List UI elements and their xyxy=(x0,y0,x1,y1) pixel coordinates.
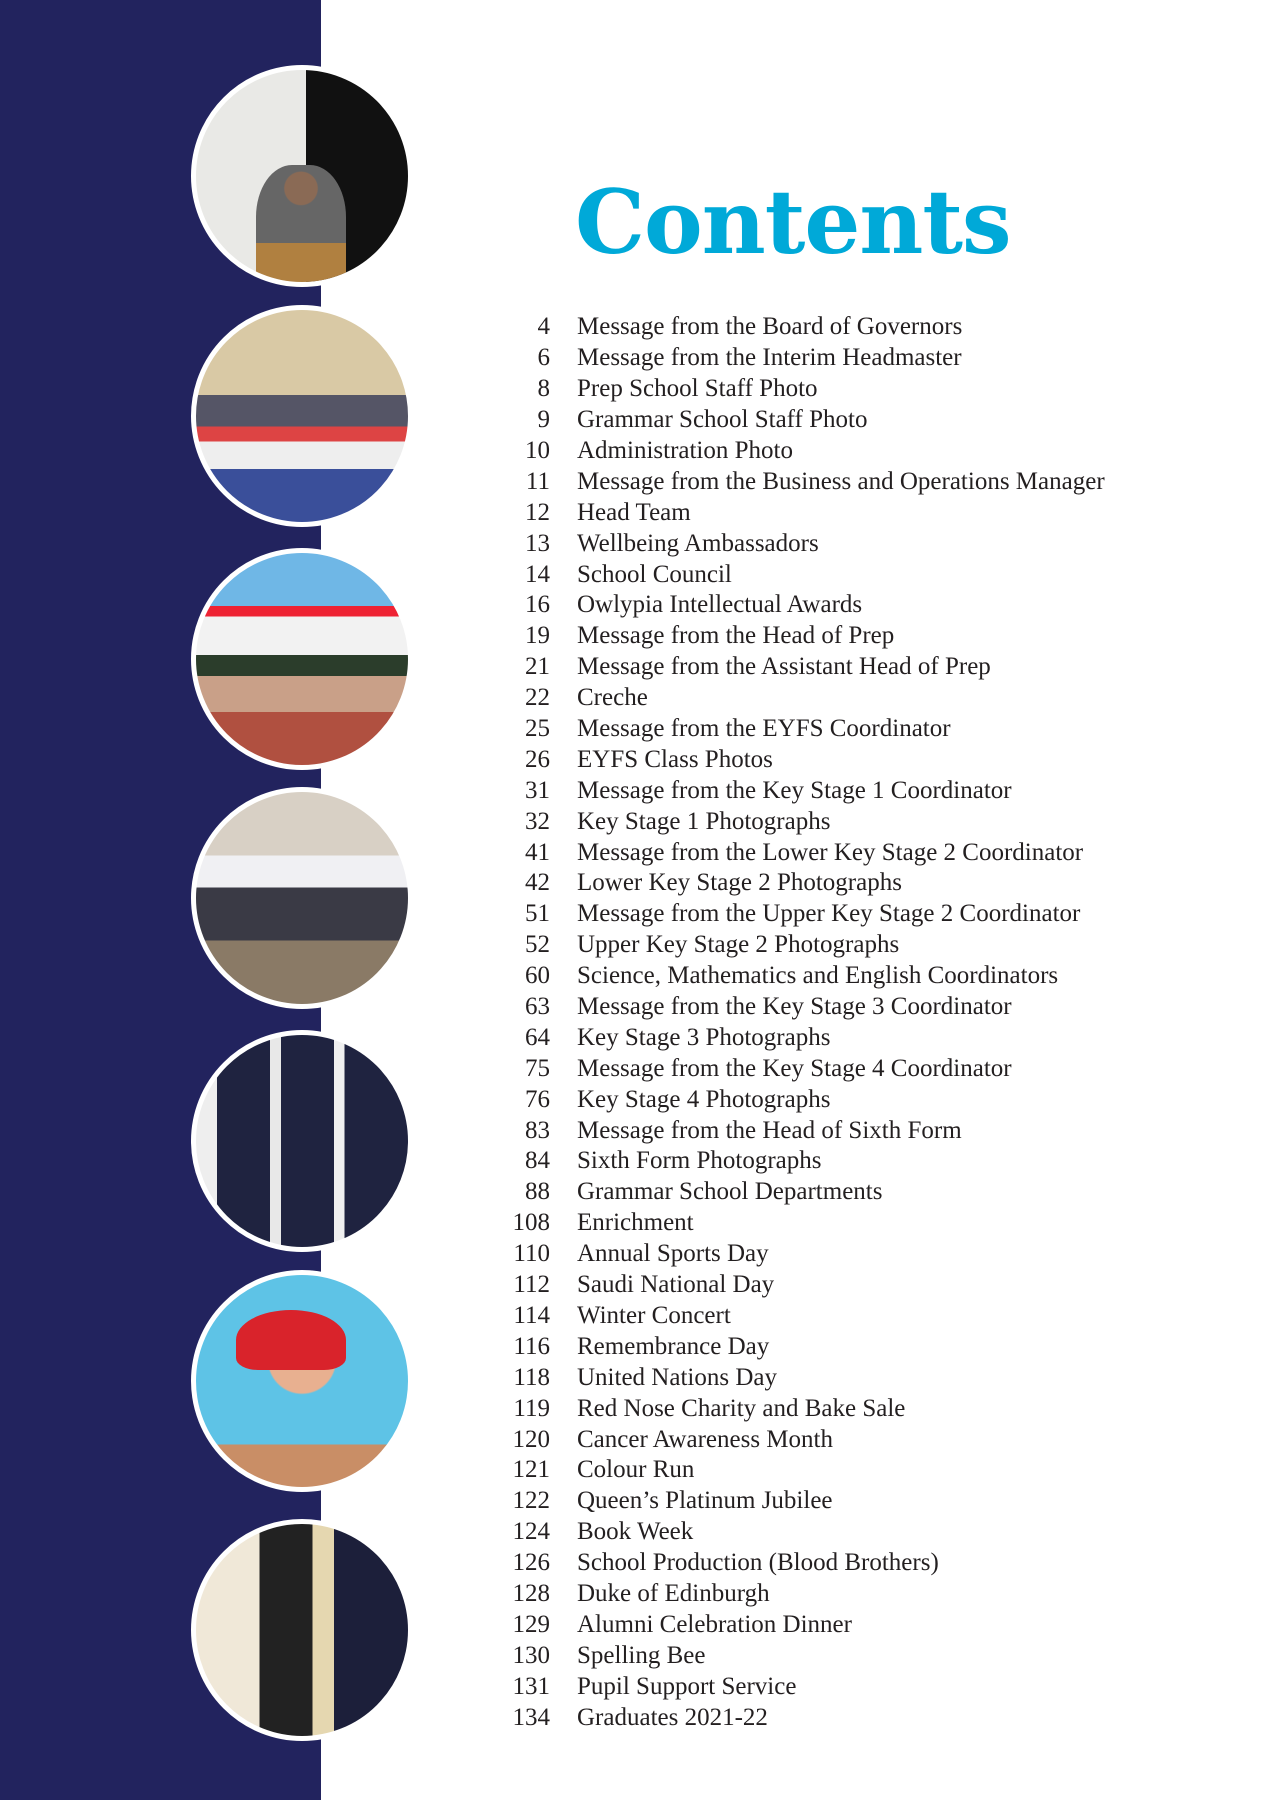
toc-entry-label: Message from the Upper Key Stage 2 Coordinator xyxy=(577,900,1081,928)
toc-entry[interactable] xyxy=(500,1239,1105,1270)
toc-entry-label: Grammar School Departments xyxy=(577,1178,883,1206)
photo-classroom-raised-hands xyxy=(191,787,413,1009)
toc-entry[interactable] xyxy=(500,961,1105,992)
toc-entry[interactable] xyxy=(500,837,1105,868)
toc-entry-label: Science, Mathematics and English Coordinators xyxy=(577,962,1059,990)
toc-page-number: 75 xyxy=(525,1054,550,1082)
toc-entry[interactable] xyxy=(500,930,1105,961)
toc-entry-label: Message from the Board of Governors xyxy=(577,313,963,341)
toc-entry[interactable] xyxy=(500,1702,1105,1733)
toc-entry-label: Message from the Interim Headmaster xyxy=(577,344,962,372)
photo-students-at-computers xyxy=(191,1519,413,1741)
toc-page-number: 112 xyxy=(513,1271,550,1299)
toc-entry[interactable] xyxy=(500,868,1105,899)
toc-entry[interactable] xyxy=(500,436,1105,467)
toc-entry[interactable] xyxy=(500,374,1105,405)
toc-page-number: 119 xyxy=(513,1394,550,1422)
toc-page-number: 32 xyxy=(525,807,550,835)
toc-entry[interactable] xyxy=(500,1177,1105,1208)
toc-entry-label: Message from the Head of Prep xyxy=(577,622,895,650)
photo-swimmer xyxy=(191,1270,413,1492)
toc-page-number: 42 xyxy=(525,869,550,897)
toc-entry[interactable] xyxy=(500,1609,1105,1640)
toc-entry[interactable] xyxy=(500,621,1105,652)
toc-entry[interactable] xyxy=(500,775,1105,806)
toc-entry[interactable] xyxy=(500,1640,1105,1671)
toc-page-number: 118 xyxy=(513,1363,550,1391)
toc-entry-label: Message from the Lower Key Stage 2 Coordinator xyxy=(577,838,1084,866)
toc-entry-label: Prep School Staff Photo xyxy=(577,375,818,403)
toc-entry-label: Enrichment xyxy=(577,1209,694,1237)
toc-entry-label: Colour Run xyxy=(577,1456,695,1484)
toc-page-number: 16 xyxy=(525,591,550,619)
toc-entry-label: Message from the EYFS Coordinator xyxy=(577,715,951,743)
toc-entry[interactable] xyxy=(500,806,1105,837)
toc-entry-label: Duke of Edinburgh xyxy=(577,1579,770,1607)
toc-entry[interactable] xyxy=(500,1579,1105,1610)
toc-page-number: 60 xyxy=(525,962,550,990)
toc-entry[interactable] xyxy=(500,744,1105,775)
toc-page-number: 52 xyxy=(525,931,550,959)
toc-entry[interactable] xyxy=(500,1455,1105,1486)
toc-entry[interactable] xyxy=(500,1424,1105,1455)
toc-entry-label: Creche xyxy=(577,684,648,712)
toc-entry-label: School Production (Blood Brothers) xyxy=(577,1549,939,1577)
toc-entry-label: Message from the Assistant Head of Prep xyxy=(577,653,991,681)
toc-entry[interactable] xyxy=(500,714,1105,745)
toc-entry-label: Key Stage 3 Photographs xyxy=(577,1023,831,1051)
toc-entry-label: Message from the Key Stage 4 Coordinator xyxy=(577,1054,1012,1082)
toc-entry[interactable] xyxy=(500,559,1105,590)
toc-page-number: 13 xyxy=(525,529,550,557)
toc-entry-label: Annual Sports Day xyxy=(577,1240,769,1268)
toc-entry-label: Book Week xyxy=(577,1518,694,1546)
toc-entry-label: Message from the Key Stage 1 Coordinator xyxy=(577,776,1012,804)
toc-entry-label: Message from the Key Stage 3 Coordinator xyxy=(577,993,1012,1021)
toc-entry[interactable] xyxy=(500,312,1105,343)
toc-entry-label: Lower Key Stage 2 Photographs xyxy=(577,869,902,897)
toc-entry-label: School Council xyxy=(577,560,732,588)
toc-entry[interactable] xyxy=(500,1517,1105,1548)
toc-entry[interactable] xyxy=(500,1022,1105,1053)
toc-page-number: 11 xyxy=(525,467,550,495)
toc-entry-label: Key Stage 1 Photographs xyxy=(577,807,831,835)
toc-page-number: 130 xyxy=(512,1641,550,1669)
toc-page-number: 126 xyxy=(512,1549,550,1577)
toc-page-number: 128 xyxy=(512,1579,550,1607)
toc-page-number: 114 xyxy=(513,1301,550,1329)
toc-entry-label: Upper Key Stage 2 Photographs xyxy=(577,931,900,959)
toc-page-number: 134 xyxy=(512,1703,550,1731)
toc-page-number: 19 xyxy=(525,622,550,650)
toc-entry-label: Queen’s Platinum Jubilee xyxy=(577,1487,833,1515)
toc-entry-label: Cancer Awareness Month xyxy=(577,1425,833,1453)
toc-page-number: 116 xyxy=(513,1332,550,1360)
toc-entry[interactable] xyxy=(500,528,1105,559)
toc-page-number: 108 xyxy=(512,1209,550,1237)
toc-entry[interactable] xyxy=(500,466,1105,497)
toc-page-number: 21 xyxy=(525,653,550,681)
toc-page-number: 51 xyxy=(525,900,550,928)
toc-page-number: 6 xyxy=(537,344,550,372)
toc-entry-label: Administration Photo xyxy=(577,437,793,464)
toc-entry[interactable] xyxy=(500,405,1105,436)
toc-entry[interactable] xyxy=(500,1146,1105,1177)
toc-entry[interactable] xyxy=(500,1270,1105,1301)
toc-page-number: 84 xyxy=(525,1147,550,1175)
toc-entry[interactable] xyxy=(500,1053,1105,1084)
toc-entry[interactable] xyxy=(500,1084,1105,1115)
toc-entry-label: Winter Concert xyxy=(577,1301,731,1329)
photo-speaker-at-podium xyxy=(191,65,413,287)
toc-page-number: 63 xyxy=(525,993,550,1021)
toc-page-number: 120 xyxy=(512,1425,550,1453)
toc-entry-label: Spelling Bee xyxy=(577,1641,706,1669)
toc-page-number: 122 xyxy=(512,1487,550,1515)
toc-entry-label: Wellbeing Ambassadors xyxy=(577,529,819,557)
toc-entry[interactable] xyxy=(500,683,1105,714)
toc-entry-label: Message from the Head of Sixth Form xyxy=(577,1116,962,1144)
toc-entry[interactable] xyxy=(500,1486,1105,1517)
photo-science-students xyxy=(191,1030,413,1252)
toc-page-number: 22 xyxy=(525,684,550,712)
toc-entry-label: Pupil Support Service xyxy=(577,1672,797,1700)
toc-page-number: 26 xyxy=(525,745,550,773)
toc-entry[interactable] xyxy=(500,590,1105,621)
toc-page-number: 129 xyxy=(512,1610,550,1638)
toc-page-number: 12 xyxy=(525,498,550,526)
toc-entry-label: United Nations Day xyxy=(577,1363,777,1391)
toc-entry-label: Graduates 2021-22 xyxy=(577,1703,768,1731)
toc-entry-label: Red Nose Charity and Bake Sale xyxy=(577,1394,906,1422)
toc-entry[interactable] xyxy=(500,652,1105,683)
toc-page-number: 64 xyxy=(525,1023,550,1051)
toc-page-number: 4 xyxy=(537,313,550,341)
toc-page-number: 124 xyxy=(512,1518,550,1546)
toc-page-number: 9 xyxy=(537,406,550,434)
toc-page-number: 76 xyxy=(525,1085,550,1113)
toc-page-number: 25 xyxy=(525,715,550,743)
toc-entry[interactable] xyxy=(500,497,1105,528)
photo-sports-day-field xyxy=(191,548,413,770)
toc-entry-label: Message from the Business and Operations Manager xyxy=(577,467,1105,495)
page-title: Contents xyxy=(575,170,1011,274)
toc-page-number: 10 xyxy=(525,437,550,464)
toc-entry[interactable] xyxy=(500,899,1105,930)
toc-page-number: 14 xyxy=(525,560,550,588)
toc-entry-label: Key Stage 4 Photographs xyxy=(577,1085,831,1113)
toc-entry-label: Owlypia Intellectual Awards xyxy=(577,591,863,619)
toc-entry[interactable] xyxy=(500,1362,1105,1393)
toc-entry[interactable] xyxy=(500,1115,1105,1146)
toc-entry-label: EYFS Class Photos xyxy=(577,745,773,773)
toc-entry-label: Saudi National Day xyxy=(577,1271,775,1299)
toc-page-number: 8 xyxy=(537,375,550,403)
toc-entry[interactable] xyxy=(500,1208,1105,1239)
toc-entry[interactable] xyxy=(500,1331,1105,1362)
toc-entry[interactable] xyxy=(500,343,1105,374)
toc-entry-label: Grammar School Staff Photo xyxy=(577,406,868,434)
toc-entry-label: Sixth Form Photographs xyxy=(577,1147,822,1175)
toc-entry[interactable] xyxy=(500,1671,1105,1702)
toc-entry-label: Head Team xyxy=(577,498,691,526)
toc-page-number: 31 xyxy=(525,776,550,804)
toc-entry[interactable] xyxy=(500,1393,1105,1424)
toc-entry-label: Alumni Celebration Dinner xyxy=(577,1610,852,1638)
toc-page-number: 41 xyxy=(525,838,550,866)
toc-page-number: 83 xyxy=(525,1116,550,1144)
toc-page-number: 131 xyxy=(512,1672,550,1700)
photo-teacher-with-children xyxy=(191,305,413,527)
table-of-contents xyxy=(500,312,1105,1733)
toc-entry[interactable] xyxy=(500,1301,1105,1332)
toc-entry[interactable] xyxy=(500,1548,1105,1579)
toc-page-number: 110 xyxy=(513,1240,550,1268)
toc-page-number: 121 xyxy=(512,1456,550,1484)
toc-entry[interactable] xyxy=(500,992,1105,1023)
toc-page-number: 88 xyxy=(525,1178,550,1206)
toc-entry-label: Remembrance Day xyxy=(577,1332,770,1360)
